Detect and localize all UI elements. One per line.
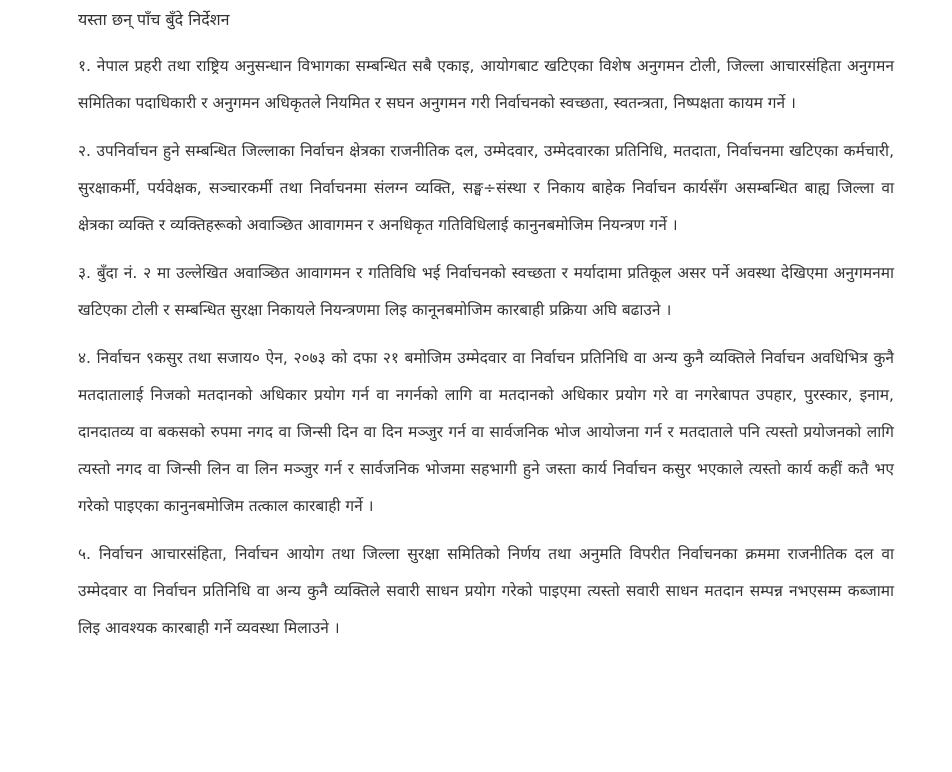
directive-paragraph-2: २. उपनिर्वाचन हुने सम्बन्धित जिल्लाका निर्वाचन क्षेत्रका राजनीतिक दल, उम्मेदवार, उम्मेदवारका प्रतिनिधि, मतदाता, निर्वाचनमा खटिएका कर्मचारी, सुरक्षाकर्मी, पर्यवेक्षक, सञ्चारकर्मी तथा निर्वाचनमा संलग्न व्यक्ति, सङ्घ÷संस्था र निकाय बाहेक निर्वाचन कार्यसँग असम्बन्धित बाह्य जिल्ला वा क्षेत्रका व्यक्ति र व्यक्तिहरूको अवाञ्छित आवागमन र अनधिकृत गतिविधिलाई कानुनबमोजिम नियन्त्रण गर्ने । [78,142,894,234]
directive-paragraph-5: ५. निर्वाचन आचारसंहिता, निर्वाचन आयोग तथा जिल्ला सुरक्षा समितिको निर्णय तथा अनुमति विपरीत निर्वाचनका क्रममा राजनीतिक दल वा उम्मेदवार वा निर्वाचन प्रतिनिधि वा अन्य कुनै व्यक्तिले सवारी साधन प्रयोग गरेको पाइएमा त्यस्तो सवारी साधन मतदान सम्पन्न नभएसम्म कब्जामा लिइ आवश्यक कारबाही गर्ने व्यवस्था मिलाउने । [78,545,894,637]
article-body [78,8,894,658]
section-title: यस्ता छन् पाँच बुँदे निर्देशन [78,10,230,29]
directive-paragraph-4: ४. निर्वाचन ९कसुर तथा सजाय० ऐन, २०७३ को दफा २१ बमोजिम उम्मेदवार वा निर्वाचन प्रतिनिधि वा अन्य कुनै व्यक्तिले निर्वाचन अवधिभित्र कुनै मतदातालाई निजको मतदानको अधिकार प्रयोग गर्न वा नगर्नको लागि वा मतदानको अधिकार प्रयोग गरे वा नगरेबापत उपहार, पुरस्कार, इनाम, दानदातव्य वा बकसको रुपमा नगद वा जिन्सी दिन वा दिन मञ्जुर गर्न वा सार्वजनिक भोज आयोजना गर्न र मतदाताले पनि त्यस्तो प्रयोजनको लागि त्यस्तो नगद वा जिन्सी लिन वा लिन मञ्जुर गर्न र सार्वजनिक भोजमा सहभागी हुने जस्ता कार्य निर्वाचन कसुर भएकाले त्यस्तो कार्य कहीं कतै भए गरेको पाइएका कानुनबमोजिम तत्काल कारबाही गर्ने । [78,349,894,515]
directive-paragraph-3: ३. बुँदा नं. २ मा उल्लेखित अवाञ्छित आवागमन र गतिविधि भई निर्वाचनको स्वच्छता र मर्यादामा प्रतिकूल असर पर्ने अवस्था देखिएमा अनुगमनमा खटिएका टोली र सम्बन्धित सुरक्षा निकायले नियन्त्रणमा लिइ कानूनबमोजिम कारबाही प्रक्रिया अघि बढाउने । [78,264,894,319]
directive-paragraph-1: १. नेपाल प्रहरी तथा राष्ट्रिय अनुसन्धान विभागका सम्बन्धित सबै एकाइ, आयोगबाट खटिएका विशेष अनुगमन टोली, जिल्ला आचारसंहिता अनुगमन समितिका पदाधिकारी र अनुगमन अधिकृतले नियमित र सघन अनुगमन गरी निर्वाचनको स्वच्छता, स्वतन्त्रता, निष्पक्षता कायम गर्ने । [78,57,894,112]
